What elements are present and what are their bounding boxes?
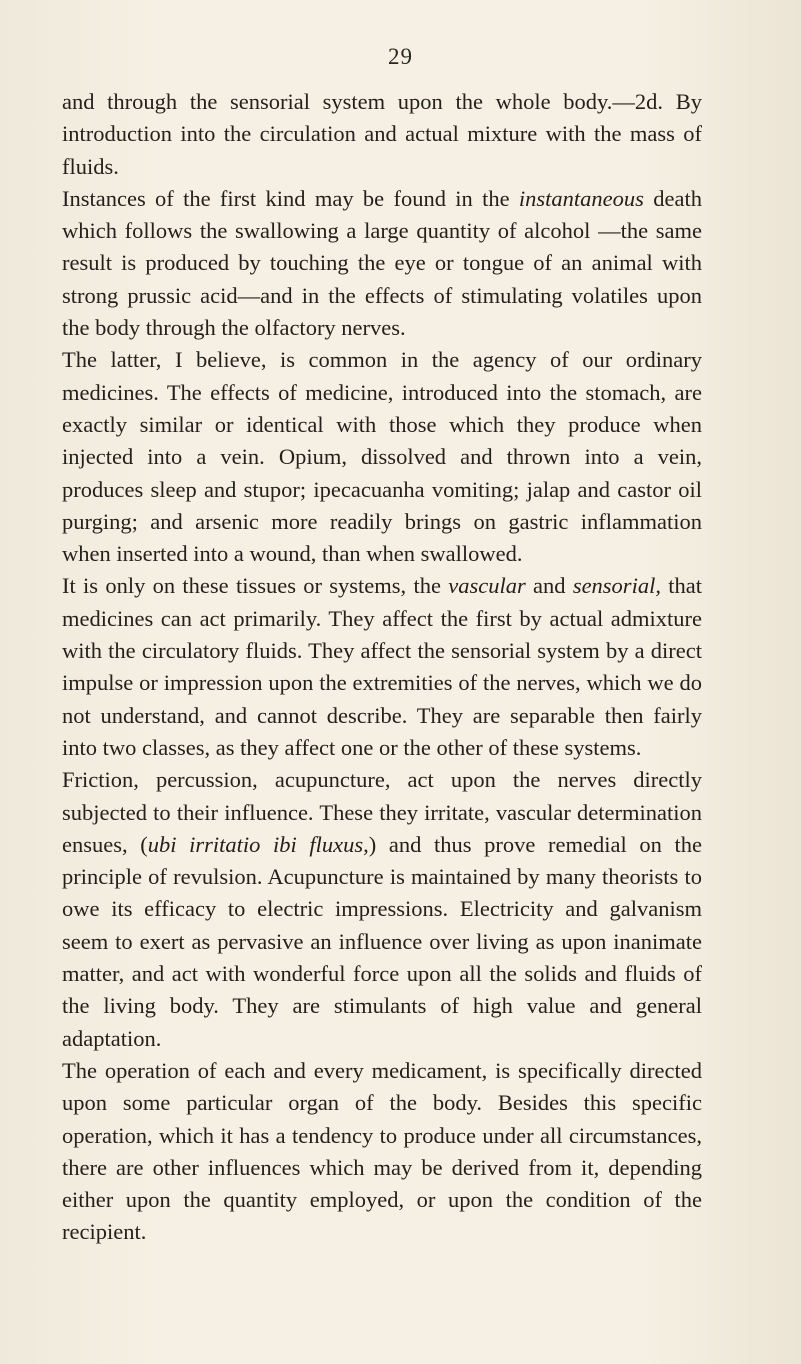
text-segment: and — [525, 573, 573, 599]
paragraph-2 — [62, 183, 702, 344]
italic-segment: ubi irritatio ibi fluxus, — [147, 831, 369, 857]
text-segment: It is only on these tissues or systems, the — [62, 573, 449, 599]
text-segment: The latter, I believe, is common in the agency of our ordinary medicines. The effects of medicine, introduced into the stomach, are exactly similar or identical with those which they produce when injected into a vein. Opium, dissolved and thrown into a vein, produces sleep and stupor; ipecacuanha vomiting; jalap and castor oil purging; and arsenic more readily brings on gastric inflammation when inserted into a wound, than when swallowed. — [62, 347, 702, 567]
text-segment: Friction, percussion, acupuncture, act upon the nerves directly subjected to their influence. These they irritate, vascular determination ensues, ( — [62, 767, 702, 857]
italic-segment: instantaneous — [518, 185, 644, 211]
text-segment: that medicines can act primarily. They affect the first by actual admixture with the circulatory fluids. They affect the sensorial system by a direct impulse or impression upon the extremities of the nerves, which we do not understand, and cannot describe. They are separable then fairly into two classes, as they affect one or the other of these systems. — [62, 573, 702, 760]
text-segment: ) and thus prove remedial on the principle of revulsion. Acupuncture is maintained by many theorists to owe its efficacy to electric impressions. Electricity and galvanism seem to exert as pervasive an influence over living as upon inanimate matter, and act with wonderful force upon all the solids and fluids of the living body. They are stimulants of high value and general adaptation. — [62, 831, 702, 1051]
page-number: 29 — [388, 44, 413, 69]
paragraph-3 — [62, 344, 702, 570]
italic-segment: sensorial, — [572, 573, 661, 599]
paragraph-1 — [62, 86, 702, 183]
body-text — [62, 86, 702, 1249]
text-segment: Instances of the first kind may be found in the — [62, 185, 519, 211]
paragraph-4 — [62, 570, 702, 764]
paragraph-6 — [62, 1055, 702, 1249]
text-segment: The operation of each and every medicament, is specifically directed upon some particular organ of the body. Besides this specific operation, which it has a tendency to produce under all circumstances, there are other influences which may be derived from it, depending either upon the quantity employed, or upon the condition of the recipient. — [62, 1057, 702, 1245]
italic-segment: vascular — [448, 573, 526, 599]
text-segment: and through the sensorial system upon the whole body.—2d. By introduction into the circulation and actual mixture with the mass of fluids. — [62, 89, 702, 179]
text-segment: death which follows the swallowing a large quantity of alcohol —the same result is produced by touching the eye or tongue of an animal with strong prussic acid—and in the effects of stimulating volatiles upon the body through the olfactory nerves. — [62, 185, 702, 341]
paragraph-5 — [62, 764, 702, 1055]
